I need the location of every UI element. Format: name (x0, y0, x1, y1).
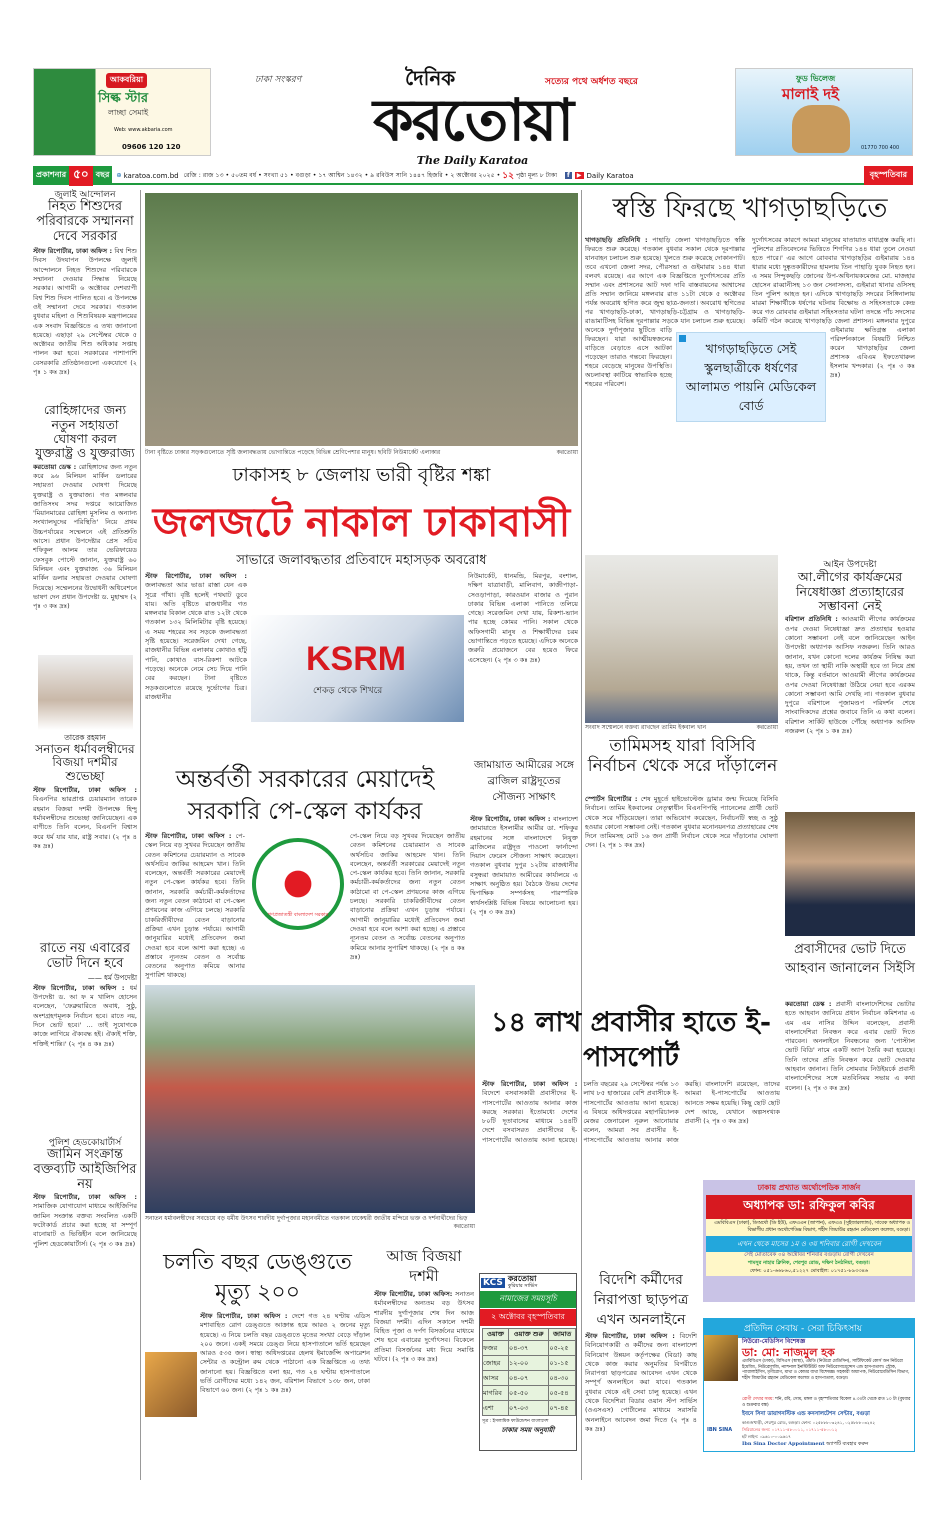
brain-image (704, 1335, 738, 1381)
social-handle[interactable]: Daily Karatoa (586, 171, 634, 180)
ad-spec: নিউরো-মেডিসিন বিশেষজ্ঞ (742, 1338, 806, 1345)
table-row: মাগরিব ০৫-৫০ ০৫-৫৪ (483, 1386, 576, 1401)
ad-phone: 09606 120 120 (122, 143, 181, 151)
ad-sub: লাচ্ছা সেমাই (108, 108, 149, 117)
byline: স্টাফ রিপোর্টার, ঢাকা অফিস : (145, 572, 247, 580)
bideshi-body (585, 1332, 697, 1452)
photo-caption: টানা বৃষ্টিতে ঢাকার সড়কগুলোতে সৃষ্টি জলাবদ্ধতায় ভোগান্তিতে পড়েছে বিভিন্ন শ্রেণিপেশার মানুষ। ছবিটি নিউমার্কেট এলাকার করতোয়া (145, 449, 578, 456)
left-s3 (33, 734, 137, 1353)
logo-title: করতোয়া (372, 86, 573, 154)
story-text: বিশ্ব শিশু দিবস উদযাপন উপলক্ষে জুলাই আন্দোলনে নিহত শিশুদের পরিবারকে সম্মাননা দেওয়ার সিদ্ধান্ত নিয়েছে সরকার। আগামী ৬ অক্টোবর দেশব্যাপী বিশ্ব শিশু দিবস পালিত হবে। এ উপলক্ষে ওই সম্মাননা দেবে সরকার। গতকাল বুধবার মহিলা ও শিশুবিষয়ক মন্ত্রণালয়ের এক সংবাদ বিজ্ঞপ্তিতে এ তথ্য জানানো হয়েছে। এছাড়া ২৯ সেপ্টেম্বর থেকে ৫ অক্টোবর জাতীয় শিশু অধিকার সপ্তাহ পালন করা হবে। সরকারের পাশাপাশি বেসরকারি প্রতিষ্ঠানগুলো একযোগে (33, 247, 137, 367)
photo-mosquito (145, 1352, 197, 1417)
story-headline[interactable]: নিহত শিশুদের পরিবারকে সম্মাননা দেবে সরকার (36, 199, 134, 245)
story-kicker: জুলাই আন্দোলন (54, 190, 116, 200)
byline: স্টাফ রিপোর্টার, ঢাকা অফিস : (482, 1080, 578, 1088)
kcs-logo: KCS (483, 1277, 503, 1288)
jump-link[interactable]: (২ পৃঃ ৩ কঃ দ্রঃ) (33, 592, 137, 611)
ad-brand: ফুড ভিলেজ (796, 74, 836, 83)
tamim-headline[interactable]: তামিমসহ যারা বিসিবি নির্বাচন থেকে সরে দাঁড়ালেন (587, 736, 778, 776)
day-badge: বৃহস্পতিবার (864, 166, 913, 185)
ad-akbaria[interactable] (33, 68, 211, 156)
jump-link[interactable]: (২ পৃঃ ৩ কঃ দ্রঃ) (703, 1117, 749, 1126)
jump-link[interactable]: (২ পৃঃ ৩ কঃ দ্রঃ) (494, 655, 541, 664)
story-text: আওয়ামী লীগের কার্যক্রমের ওপর দেওয়া নিষেধাজ্ঞা দ্রুত প্রত্যাহার হওয়ার কোনো সম্ভাবনা নেই বলে জানিয়েছেন আইন উপদেষ্টা অধ্যাপক আসিফ নজরুল। তিনি আরও জানান, যখন কোনো দলের কার্যক্রম নিষিদ্ধ করা হয়, তখন তা স্থায়ী নাকি অস্থায়ী হবে তা নিয়ে প্রশ্ন থাকে, কিন্তু বর্তমানে আওয়ামী লীগের কার্যক্রমের ওপর দেওয়া নিষেধাজ্ঞা উঠিয়ে নেয়া হবে এরকম কোনো সম্ভাবনা আমি দেখছি না। গতকাল বুধবার দুপুরে বরিশালে পূজামণ্ডপ পরিদর্শন শেষে সাংবাদিকদের প্রশ্নের জবাবে তিনি এ কথা বলেন। বরিশাল সার্কিট হাউজে পৌঁছে অধ্যাপক আসিফ নজরুল (785, 615, 915, 736)
story-text: ধর্ম উপদেষ্টা ড. আ ফ ম খালিদ হোসেন বলেছেন, 'ফেব্রুয়ারিতে অবাধ, সুষ্ঠু, অংশগ্রহণমূলক নির্বাচন হবে। রাতে নয়, দিনে ভোট হবে।' ... তাই সুযোগকে কাজে লাগিয়ে ঐক্যবদ্ধ হই। ঐক্যই শক্তি, শক্তিই শান্তি।' (33, 983, 137, 1048)
ad-orthopedic-doctor[interactable] (703, 1180, 915, 1302)
jamaat-headline[interactable]: জামায়াত আমীরের সঙ্গে ব্রাজিল রাষ্ট্রদূতের সৌজন্য সাক্ষাৎ (473, 759, 575, 803)
jamaat-body (470, 815, 578, 990)
payscale-headline[interactable]: অন্তর্বর্তী সরকারের মেয়াদেই সরকারি পে-স্কেল কার্যকর (175, 765, 435, 825)
story-headline[interactable]: রাতে নয় এবারের ভোট দিনে হবে (39, 941, 130, 971)
story-text: দুর্গোৎসবের কারণে আমরা মানুষের যাতায়াত বাধাগ্রস্ত করছি না। পুলিশের প্রতিবেদনের ভিত্তিতে শিগগির ১৪৪ ধারা তুলে নেওয়া হতে পারে।' এর আগে রোববার খাগড়াছড়ির গুইমারায় ১৪৪ ধারার মধ্যে দুষ্কৃতকারীদের হামলায় তিন পাহাড়ি যুবক নিহত হন। এ সময় সিন্দুকছড়ি জোনের উপ-অধিনায়কমেজর মো. মাজহার হোসেন রাব্বানীসহ ১৩ জন সেনাসদস্য, গুইমারা থানার ওসিসহ তিন পুলিশ আহত হন। এদিকে খাগড়াছড়ি সদরের সিঙ্গিনালায় মারমা শিক্ষার্থীকে ধর্ষণের ঘটনায় বিক্ষোভ ও সহিংসতাকে কেন্দ্র করে গত রোববার গুইমারা সহিংসতার ঘটনা তদন্তে পাঁচ সদস্যের কমিটি গঠন করেছে খাগড়াছড়ি জেলা প্রশাসন। মঙ্গলবার দুপুরে গুইমারায় ক্ষতিগ্রস্ত এলাকা পরিদর্শনকালে বিষয়টি নিশ্চিত করেন খাগড়াছড়ির জেলা প্রশাসক এবিএম ইফতেখারুল ইসলাম খন্দকার। (752, 236, 915, 370)
story-text: বিদেশি বিনিয়োগকারী ও কর্মীদের জন্য বাংলাদেশ বিনিয়োগ উন্নয়ন কর্তৃপক্ষের (বিডা) কাছ থেকে কাজ করার অনুমতির বিপরীতে নিরাপত্তা ছাড়পত্রের আবেদন এখন থেকে সম্পূর্ণ অনলাইনে করা যাবে। গতকাল বুধবার থেকে এই সেবা চালু হয়েছে। এখন থেকে বিদেশিরা বিডার ওয়ান স্টপ সার্ভিস (ওএসএস) পোর্টালের মাধ্যমে সরাসরি অনলাইনে আবেদন জমা দিতে (585, 1332, 697, 1424)
byline: স্টাফ রিপোর্টার, ঢাকা অফিস : (33, 786, 137, 795)
prayer-date: ২ অক্টোবর বৃহস্পতিবার (480, 1309, 576, 1326)
jump-link[interactable]: (২ পৃঃ ৪ কঃ দ্রঃ) (33, 832, 137, 850)
byline: স্পোর্টস রিপোর্টার : (585, 795, 638, 803)
byline: স্টাফ রিপোর্টার, ঢাকা অফিস : (470, 815, 551, 823)
table-row: এশা ০৭-০৩ ০৭-৪৫ (483, 1401, 576, 1416)
payscale-body-col1 (145, 832, 245, 987)
photo-tamim-press (585, 555, 778, 723)
photo-cec (785, 812, 915, 936)
byline: করতোয়া ডেস্ক : (33, 462, 77, 471)
ad-hours: রোগী দেখার সময়: শনি, রবি, সোম, মঙ্গল ও বৃহস্পতিবার বিকেল ৪.৩০টা থেকে রাত ১০ টা (বুধবার ও শুক্রবার বন্ধ) (742, 1397, 911, 1408)
ad-ksrm[interactable] (251, 615, 464, 722)
passport-headline[interactable]: ১৪ লাখ প্রবাসীর হাতে ই-পাসপোর্ট (490, 1007, 772, 1073)
price: পৃষ্ঠা মূল্য ৮ টাকা (515, 172, 558, 179)
byline: স্টাফ রিপোর্টার, ঢাকা অফিস : (33, 247, 113, 256)
story-text: সনাতন ধর্মাবলম্বীদের অন্যতম বড় উৎসব শারদীয় দুর্গাপূজার শেষ দিন আজ বিজয়া দশমী। এদিন সকালে দশমী বিহিত পূজা ও দর্পণ বিসর্জনের মাধ্যমে শেষ হবে এবারের দুর্গোৎসব। বিকেলে প্রতিমা বিসর্জনের মধ্য দিয়ে সমাপ্তি ঘটবে। (374, 1290, 474, 1364)
bochor: বছর (93, 166, 113, 185)
bijoya-headline[interactable]: আজ বিজয়া দশমী (386, 1247, 462, 1285)
ad-banner: প্রতিদিন সেবায় - সেরা চিকিৎসায় (704, 1319, 914, 1338)
ad-neuro-doctor[interactable] (703, 1318, 915, 1452)
pull-quote-box (676, 332, 826, 422)
byline: স্টাফ রিপোর্টার, ঢাকা অফিস : (33, 1193, 137, 1202)
logo-english: The Daily Karatoa (416, 154, 529, 167)
ad-phone: 01770 700 400 (861, 145, 900, 151)
khagrachari-headline[interactable]: স্বস্তি ফিরছে খাগড়াছড়িতে (612, 193, 888, 224)
slogan: সত্যের পথে অর্ধশত বছরে (545, 77, 638, 87)
edition: ঢাকা সংস্করণ (255, 75, 302, 85)
ad-brand: আকবরিয়া (106, 73, 147, 88)
dengue-body (200, 1312, 370, 1452)
ad-app[interactable]: Ibn Sina Doctor Appointment অ্যাপটি ব্যবহার করুন (742, 1441, 869, 1447)
kcs-service: কুরিয়ার সার্ভিস (507, 1283, 538, 1289)
ksrm-logo: KSRM (306, 640, 407, 678)
story-text: পাহাড়ি জেলা খাগড়াছড়িতে স্বস্তি ফিরতে শুরু করেছে। গতকাল বুধবার সকাল থেকে দূরপাল্লার যানবাহন চলাচল শুরু হয়েছে। খুলতে শুরু করেছে দোকানপাট। তবে এখনো জেলা সদর, পৌরসভা ও গুইমারায় ১৪৪ ধারা বলবৎ রয়েছে। এর আগে এক বিজ্ঞপ্তিতে দুর্গোৎসবের প্রতি সম্মান এবং প্রশাসনের আট দফা দাবি বাস্তবায়নের আশ্বাসের প্রতি সম্মান জানিয়ে মঙ্গলবার রাত ১১টা থেকে ৫ অক্টোবর পর্যন্ত অবরোধ স্থগিত করে জুম্ম ছাত্র-জনতা। অবরোধ স্থগিতের পর খাগড়াছড়ি-ঢাকা, খাগড়াছড়ি-চট্টগ্রাম ও খাগড়াছড়ি-রাঙামাটিসহ বিভিন্ন দূরপাল্লার সড়কে যান চলাচল শুরু হয়েছে। অনেকে দুর্গাপূজার ছুটিতে বাড়ি ফিরছেন। যারা আত্মীয়স্বজনের বাড়িতে বেড়াতে এসে আটকা পড়েছেন তারাও গন্তব্যে ফিরছেন। শহরে বেড়েছে মানুষের উপস্থিতি। অচলাবস্থা কাটিয়ে স্বাভাবিক হচ্ছে শহরের পরিবেশ। (585, 236, 745, 388)
story-kicker: আইন উপদেষ্টা (823, 560, 877, 570)
lead-kicker: ঢাকাসহ ৮ জেলায় ভারী বৃষ্টির শঙ্কা (232, 464, 491, 486)
info-bar (33, 168, 913, 185)
story-text: জলাবদ্ধতা আর ভাঙা রাস্তা যেন এক সূত্রে গাঁথা। বৃষ্টি হলেই পথঘাট ডুবে যায়। অতি বৃষ্টিতে রাজধানীর গত মঙ্গলবার বিকাল থেকে রাত ১২টা থেকে গতকাল ১৩২ মিলিমিটার বৃষ্টি হয়েছে। এ সময় শহরের সব সড়কে জলাবদ্ধতা সৃষ্টি হয়েছে। সরেজমিন দেখা গেছে, রাজধানীর বিভিন্ন এলাকায় কোথাও হাঁটু পানি, কোথাও বাস-রিকশা আটকে পড়েছে। অনেকে নেমে সেচ দিয়ে পানি বের করছেন। টানা বৃষ্টিতে সড়কগুলোতে রয়েছে দুর্ভোগের চিত্র। রাজধানীর (145, 581, 247, 701)
jump-link[interactable]: (২ পৃঃ ১ কঃ দ্রঃ) (806, 727, 853, 736)
ad-phone: ফোন: ০৫১-৬৬৮৬০,৫১২২৭ মোবাইল: ০১৭৫১-৮৯৩৩৪৬ (706, 1268, 912, 1276)
story-headline[interactable]: রোহিঙ্গাদের জন্য নতুন সহায়তা ঘোষণা করল যুক্তরাষ্ট্র ও যুক্তরাজ্য (35, 402, 135, 461)
dengue-headline[interactable]: চলতি বছর ডেঙ্গুতে মৃত্যু ২০০ (163, 1250, 352, 1305)
ad-address: কাগুজখাড়ী, শেরপুর রোড, বগুড়া। ফোন: ০২৫৮৮৮০৩২৪১, ০২৫৮৮৮০৩২৪২ (742, 1420, 876, 1425)
ad-food-village[interactable] (735, 68, 913, 156)
story-text: শেষ মুহূর্তে হাইভোল্টেজ ড্রামার জন্ম দিয়েছে বিসিবি নির্বাচন। তামিম ইকবালের নেতৃত্বাধীন বিএনপিপন্থি প্যানেলের প্রার্থী ভোট থেকে সরে দাঁড়িয়েছেন। তারা অভিযোগ করেছেন, নির্বাচনটি স্বচ্ছ ও সুষ্ঠু হওয়ার কোনো সম্ভাবনা নেই। গতকাল বুধবার মনোনয়নপত্র প্রত্যাহারের শেষ দিনে তামিমসহ মোট ১৬ জন প্রার্থী নির্বাচন থেকে সরে দাঁড়ানোর ঘোষণা দেন। (585, 795, 778, 850)
story-body (785, 615, 915, 785)
issue-meta: রেজি : রাজ ১৩ • ৫০তম বর্ষ • সংখ্যা ৫১ • বগুড়া • ১৭ আশ্বিন ১৪৩২ • ৯ রবিউস সানি ১৪৪৭ হিজরি • ২ অক্টোবর ২০২৫ • (183, 172, 501, 179)
story-headline[interactable]: আ.লীগের কার্যক্রমের নিষেধাজ্ঞা প্রত্যাহারের সম্ভাবনা নেই (795, 569, 905, 614)
story-headline[interactable]: জামিন সংক্রান্ত বক্তব্যটি আইজিপির নয় (33, 1147, 137, 1193)
photo-caption: সনাতন ধর্মাবলম্বীদের সবচেয়ে বড় ধর্মীয় উৎসব শারদীয় দুর্গাপূজার মহানবমীতে গতকাল ঢাকেশ্বরী জাতীয় মন্দিরে ভক্ত ও দর্শনার্থীদের ভিড় করতোয়া (145, 1215, 475, 1230)
story-kicker: —— ধর্ম উপদেষ্টা (87, 973, 137, 982)
seal-text: গণপ্রজাতন্ত্রী বাংলাদেশ সরকার (267, 912, 329, 918)
story-text: সামাজিক যোগাযোগ মাধ্যমে আইজিপির জামিন সংক্রান্ত বক্তব্য সংবলিত একটি ফটোকার্ড প্রচার করা হচ্ছে যা সম্পূর্ণ বানোয়াট ও ভিত্তিহীন বলে জানিয়েছে পুলিশ হেডকোয়ার্টার্স। (33, 1202, 137, 1248)
ad-web: Web: www.akbaria.com (114, 127, 173, 133)
story-text: পে-স্কেল নিয়ে বড় সুখবর দিয়েছেন জাতীয় বেতন কমিশনের চেয়ারম্যান ও সাবেক অর্থসচিব জাকির আহমেদ খান। তিনি বলেছেন, অন্তর্বর্তী সরকারের মেয়াদেই নতুন পে-স্কেল কার্যকর হবে। তিনি জানান, সরকারি কর্মচারী-কর্মকর্তাদের জন্য নতুন বেতন কাঠামো বা পে-স্কেল প্রণয়নের কাজ এগিয়ে চলছে। সরকারি চাকরিজীবীদের বেতন বাড়ানোর প্রক্রিয়া এখন চূড়ান্ত পর্যায়ে। আগামী জানুয়ারির মধ্যেই প্রতিবেদন জমা দেওয়া হবে বলে আশা করা হচ্ছে। এ প্রস্তাবে ন্যূনতম বেতন ও সর্বোচ্চ বেতনের অনুপাত কমিয়ে আনার সুপারিশ থাকছে। (350, 832, 465, 952)
ad-top: ঢাকায় প্রখ্যাত অর্থোপেডিক সার্জন (757, 1183, 861, 1192)
column-divider (581, 190, 582, 1480)
ad-notice: এখন থেকে মাসের ১ম ও ৩য় শনিবার রোগী দেখবেন (706, 1236, 912, 1252)
prayer-table (482, 1328, 576, 1416)
ad-clinic: শামসুর নাহার ক্লিনিক, শেরপুর রোড, দক্ষিণ ঠনঠনিয়া, বগুড়া। (706, 1260, 912, 1268)
cec-headline[interactable]: প্রবাসীদের ভোট দিতে আহবান জানালেন সিইসি (785, 942, 915, 976)
quote-marker (679, 335, 686, 342)
byline: স্টাফ রিপোর্টার, ঢাকা অফিস : (145, 832, 232, 840)
ksrm-tagline: শেকড় থেকে শিখরে (313, 686, 383, 696)
kcs-title: করতোয়া (507, 1274, 537, 1283)
bijoya-body (374, 1290, 474, 1450)
jump-link[interactable]: (২ পৃঃ ৪ কঃ দ্রঃ) (585, 1415, 697, 1433)
dainik: দৈনিক (405, 66, 456, 90)
table-row: জোহর ১২-০০ ০১-১৫ (483, 1356, 576, 1371)
jump-link[interactable]: (২ পৃঃ ৩ কঃ দ্রঃ) (830, 362, 915, 379)
table-row: আসর ০৪-০৭ ০৪-৩০ (483, 1371, 576, 1386)
story-text: রোহিঙ্গাদের জন্য নতুন করে ৯৬ মিলিয়ন মার্কিন ডলারের সহায়তা দেওয়ার ঘোষণা দিয়েছে যুক্তরাষ্ট্র ও যুক্তরাজ্য। গত মঙ্গলবার জাতিসংঘ সদর দপ্তরে আয়োজিত 'মিয়ানমারের রোহিঙ্গা মুসলিম ও অন্যান্য সংখ্যালঘুদের পরিস্থিতি' নিয়ে প্রথম উচ্চপর্যায়ের সম্মেলনে এই প্রতিশ্রুতি আসে। প্রধান উপদেষ্টার প্রেস সচিব শফিকুল আলম তার ভেরিফায়েড ফেসবুক পোস্টে জানান, যুক্তরাষ্ট্র ৬০ মিলিয়ন এবং যুক্তরাজ্য ৩৬ মিলিয়ন মার্কিন ডলার সহায়তা দেওয়ার ঘোষণা দিয়েছে। সম্মেলনের উদ্বোধনী অধিবেশনে ভাষণ দেন প্রধান উপদেষ্টা ড. মুহাম্মদ (33, 462, 137, 601)
prayer-note: ঢাকার সময় অনুযায়ী (501, 1426, 555, 1434)
story-body (33, 1193, 137, 1353)
jump-link[interactable]: (২ পৃঃ ১ কঃ দ্রঃ) (33, 358, 137, 377)
ad-product: মালাই দই (782, 85, 839, 103)
byline: করতোয়া ডেস্ক : (785, 1000, 832, 1008)
tamim-body (585, 795, 778, 960)
jump-link[interactable]: (২ পৃঃ ১ কঃ দ্রঃ) (245, 1386, 292, 1395)
story-headline[interactable]: সনাতন ধর্মাবলম্বীদের বিজয়া দশমীর শুভেচ্ছা (35, 741, 135, 784)
lead-subhead: সাভারে জলাবদ্ধতার প্রতিবাদে মহাসড়ক অবরোধ (236, 553, 487, 568)
lead-headline[interactable]: জলজটে নাকাল ঢাকাবাসী (152, 499, 571, 546)
jump-link[interactable]: (২ পৃঃ ৩ কঃ দ্রঃ) (470, 907, 516, 916)
photo-tarique-rahman (38, 655, 133, 730)
prayer-heading: নামাজের সময়সূচি (480, 1291, 576, 1308)
story-body (33, 786, 137, 936)
lead-photo-waterlogging (145, 193, 578, 446)
story-body (33, 247, 137, 399)
page-count: ১২ (502, 171, 514, 181)
govt-seal-logo (252, 838, 344, 930)
youtube-icon[interactable]: ▶ (576, 172, 582, 179)
photo-dhakeshwari-temple (145, 985, 475, 1213)
jump-link[interactable]: (২ পৃঃ ৪ কঃ দ্রঃ) (350, 943, 465, 961)
payscale-body-col2 (350, 832, 465, 987)
jump-link[interactable]: (২ পৃঃ ৪ কঃ দ্রঃ) (68, 1039, 115, 1048)
byline: স্টাফ রিপোর্টার, ঢাকা অফিস: (374, 1290, 453, 1298)
ad-doctor-name: অধ্যাপক ডা: রফিকুল কবির (706, 1195, 912, 1219)
facebook-icon[interactable]: f (567, 172, 570, 179)
story-text: দেশে গত ২৪ ঘণ্টায় এডিস মশাবাহিত রোগ ডেঙ্গুতে আক্রান্ত হয়ে আরও ২ জনের মৃত্যু হয়েছে। এ নিয়ে চলতি বছর ডেঙ্গুতে মৃতের সংখ্যা বেড়ে দাঁড়াল ২০০ জনে। একই সময়ে ডেঙ্গু নিয়ে হাসপাতালে ভর্তি হয়েছেন আরও ৫৩৫ জন। স্বাস্থ্য অধিদপ্তরের হেলথ ইমার্জেন্সি অপারেশন সেন্টার ও কন্ট্রোল রুম থেকে পাঠানো এক বিজ্ঞপ্তিতে এ তথ্য জানানো হয়। বিজ্ঞপ্তিতে বলা হয়, গত ২৪ ঘণ্টায় হাসপাতালে ভর্তি রোগীদের মধ্যে ১৪২ জন, বরিশাল বিভাগে ১৩৮ জন, ঢাকা বিভাগে ৬০ জন। (200, 1312, 370, 1395)
story-kicker: পুলিশ হেডকোয়ার্টার্স (48, 1137, 122, 1148)
story-text: বাংলাদেশ জামায়াতে ইসলামীর আমীর ডা. শফিকুর রহমানের সঙ্গে বাংলাদেশে নিযুক্ত ব্রাজিলের রাষ্ট্রদূত পাওলো ফার্নান্দো দিয়াস ফেরেস সৌজন্য সাক্ষাৎ করেছেন। গতকাল বুধবার দুপুর ১২টায় রাজধানীর বসুন্ধরা জামায়াত আমীরের কার্যালয়ে এ সাক্ষাৎ অনুষ্ঠিত হয়। বৈঠকে উভয় দেশের দ্বিপাক্ষিক সম্পর্কসহ পারস্পরিক স্বার্থসংশ্লিষ্ট বিভিন্ন বিষয়ে আলোচনা হয়। (470, 815, 578, 907)
prayer-times-box (479, 1273, 577, 1451)
prokashonar: প্রকাশনার (33, 166, 69, 185)
ad-product: সিল্ক স্টার (98, 91, 149, 106)
byline: স্টাফ রিপোর্টার, ঢাকা অফিস : (33, 983, 125, 992)
left-column (33, 190, 137, 668)
website-link[interactable]: karatoa.com.bd (123, 171, 179, 180)
ad-quals: এমবিবিএস (ঢাকা), ডিঅর্থো (ডি ইউ), এফএএন (জাপান), এফএও (সুইজারল্যান্ড), সাবেক অধ্যাপক ও বিভাগীয় প্রধান অর্থোপেডিক্স বিভাগ, শহীদ জিয়াউর রহমান মেডিকেল কলেজ, বগুড়া। (706, 1219, 912, 1236)
byline: বরিশাল প্রতিনিধি : (785, 615, 838, 624)
quote-text: খাগড়াছড়িতে সেই স্কুলছাত্রীকে ধর্ষণের আলামত পায়নি মেডিকেল বোর্ড (685, 341, 817, 413)
story-text: পে-স্কেল নিয়ে বড় সুখবর দিয়েছেন জাতীয় বেতন কমিশনের চেয়ারম্যান ও সাবেক অর্থসচিব জাকির আহমেদ খান। তিনি বলেছেন, অন্তর্বর্তী সরকারের মেয়াদেই নতুন পে-স্কেল কার্যকর হবে। তিনি জানান, সরকারি কর্মচারী-কর্মকর্তাদের জন্য নতুন বেতন কাঠামো বা পে-স্কেল প্রণয়নের কাজ এগিয়ে চলছে। সরকারি চাকরিজীবীদের বেতন বাড়ানোর প্রক্রিয়া এখন চূড়ান্ত পর্যায়ে। আগামী জানুয়ারির মধ্যেই প্রতিবেদন জমা দেওয়া হবে বলে আশা করা হচ্ছে। এ প্রস্তাবে ন্যূনতম বেতন ও সর্বোচ্চ বেতনের অনুপাত কমিয়ে আনার সুপারিশ থাকছে। (145, 832, 245, 980)
story-body (33, 463, 137, 668)
story-text: বিদেশে বসবাসকারী প্রবাসীদের ই-পাসপোর্টের আওতায় আনার কাজ করছে সরকার। ইতোমধ্যে দেশের ৮০টি দূতাবাসের মাধ্যমে ১৪৪টি দেশে বসবাসরত প্রবাসীদের ই-পাসপোর্টের আওতায় আনা হয়েছে। চলতি বছরের ২৯ সেপ্টেম্বর পর্যন্ত ১৩ লাখ ৮৫ হাজারের বেশি প্রবাসীকে ই-পাসপোর্টের আওতায় আনা হয়েছে। এ বিষয়ে অধিদপ্তরের মহাপরিচালক মেজর জেনারেল নূরুল আনোয়ার বলেন, আমরা সব প্রবাসীর ই-পাসপোর্টের আওতায় আনার কাজ করছি। বাংলাদেশি রয়েছেন, তাদের আমরা ই-পাসপোর্টের আওতায় আনতে সক্ষম হয়েছি। কিছু ছোট ছোট দেশ আছে, যেখানে অল্পসংখ্যক প্রবাসী (482, 1080, 780, 1144)
photo-caption: সংবাদ সম্মেলনে বক্তব্য রাখছেন তামিম ইকবাল খান করতোয়া (585, 724, 778, 731)
ad-hotline: হট লাইন: ০৯৬১০-০০৯৬১৭ (742, 1434, 792, 1439)
years-badge: ৫০ (69, 166, 93, 186)
lead-body-col2 (468, 572, 578, 722)
jump-link[interactable]: (২ পৃঃ ৩ কঃ দ্রঃ) (89, 1239, 136, 1248)
prayer-source: সূত্র : ইসলামিক ফাউন্ডেশন বাংলাদেশ (482, 1419, 549, 1424)
ad-date-line: সেই মোতাবেক ০৪ অক্টোবর শনিবার বগুড়ায় রোগী দেখবেন (706, 1252, 912, 1260)
column-divider (140, 190, 141, 1480)
ad-quals: এমবিবিএস (ঢাকা), বিসিএস (স্বাস্থ্য), এমডি (নিউরো মেডিসিন), সার্টিফিকেট কোর্স অন নিউরো ইমেজিং, নিউরোলজি, ন্যাশনাল ইনস্টিটিউট অফ নিউরোসায়েন্সেস এন্ড হাসপাতাল। স্ট্রোক, প্যারালাইসিস, মৃগীরোগ, মাথা ও কোমর ব্যথা বিশেষজ্ঞ। সহকারী অধ্যাপক, নিউরোমেডিসিন বিভাগ, শহীদ জিয়াউর রহমান মেডিকেল কলেজ ও হাসপাতাল, বগুড়া। (742, 1359, 910, 1381)
table-row: ফজর ০৪-৩৭ ০৫-২৫ (483, 1341, 576, 1356)
story-text: নিউমার্কেট, ধানমন্ডি, মিরপুর, বংশাল, দক্ষিণ যাত্রাবাড়ী, মালিবাগ, কাজীপাড়া-সেওড়াপাড়া, কারওয়ান বাজার ও পুরান ঢাকার বিভিন্ন এলাকা পানিতে তলিয়ে গেছে। সরেজমিন দেখা যায়, রিকশা-ভ্যান পার হচ্ছে কোমর পানি। সকাল থেকে অফিসগামী মানুষ ও শিক্ষার্থীদের চরম ভোগান্তিতে পড়তে হয়েছে। এদিকে অনেকে জরুরি প্রয়োজনে বের হয়েও ফিরে এসেছেন। (468, 572, 578, 664)
table-header: ওয়াক্ত ওয়াক্ত শুরু জামাত (483, 1329, 576, 1341)
ad-serial: সিরিয়ালের জন্য: ০১৭১১-৫৮০০১১, ০১৭১১-৫৮০০১২ (742, 1427, 838, 1432)
byline: স্টাফ রিপোর্টার, ঢাকা অফিস : (200, 1312, 288, 1320)
photo-caption: তারেক রহমান (64, 733, 106, 742)
masthead (255, 66, 690, 166)
jump-link[interactable]: (২ পৃঃ ১ কঃ দ্রঃ) (599, 841, 645, 850)
jump-link[interactable]: (২ পৃঃ ৩ কঃ দ্রঃ) (804, 1083, 850, 1092)
lead-body-col1 (145, 572, 247, 722)
story-text: প্রবাসী বাংলাদেশিদের ভোটার হতে আহবান জানিয়ে প্রধান নির্বাচন কমিশনার এ এম এম নাসির উদ্দিন বলেছেন, প্রবাসী বাংলাদেশিরা নিবন্ধন করে এবার ভোট দিতে পারবেন। অনলাইনে নিবন্ধনের জন্য 'পোস্টাল ভোট বিডি' নামে একটি অ্যাপ তৈরি করা হয়েছে। তিনি তাদের প্রতি নিবন্ধন করে ভোট দেওয়ার আহবান জানান। তিনি সোমবার নিউইয়র্কে প্রবাসী বাংলাদেশিদের সঙ্গে মতবিনিময় সভায় এ কথা বলেন। (785, 1000, 915, 1092)
story-body (33, 984, 137, 1134)
globe-icon: ⊕ (116, 172, 122, 179)
story-text: বিএনপির ভারপ্রাপ্ত চেয়ারম্যান তারেক রহমান বিজয়া দশমী উপলক্ষে হিন্দু ধর্মাবলম্বীদের শুভেচ্ছা জানিয়েছেন। এক বাণীতে তিনি বলেন, বিএনপি বিশ্বাস করে ধর্ম যার যার, রাষ্ট্র সবার। (33, 795, 137, 841)
ad-dahi-image (792, 105, 850, 153)
bideshi-headline[interactable]: বিদেশি কর্মীদের নিরাপত্তা ছাড়পত্র এখন অনলাইনে (593, 1272, 689, 1328)
jump-link[interactable]: (২ পৃঃ ৩ কঃ দ্রঃ) (392, 1355, 438, 1364)
awami-story (785, 560, 915, 785)
ad-center: ইবনে সিনা ডায়াগনস্টিক এন্ড কনসালটেশন সেন্টার, বগুড়া (742, 1411, 870, 1417)
ibn-sina-logo: IBN SINA (707, 1427, 733, 1433)
byline: স্টাফ রিপোর্টার, ঢাকা অফিস : (585, 1332, 675, 1340)
ad-doctor-name: ডা: মো: নাজমুল হক (742, 1346, 835, 1359)
cec-body (785, 1000, 915, 1175)
byline: খাগড়াছড়ি প্রতিনিধি : (585, 236, 648, 244)
